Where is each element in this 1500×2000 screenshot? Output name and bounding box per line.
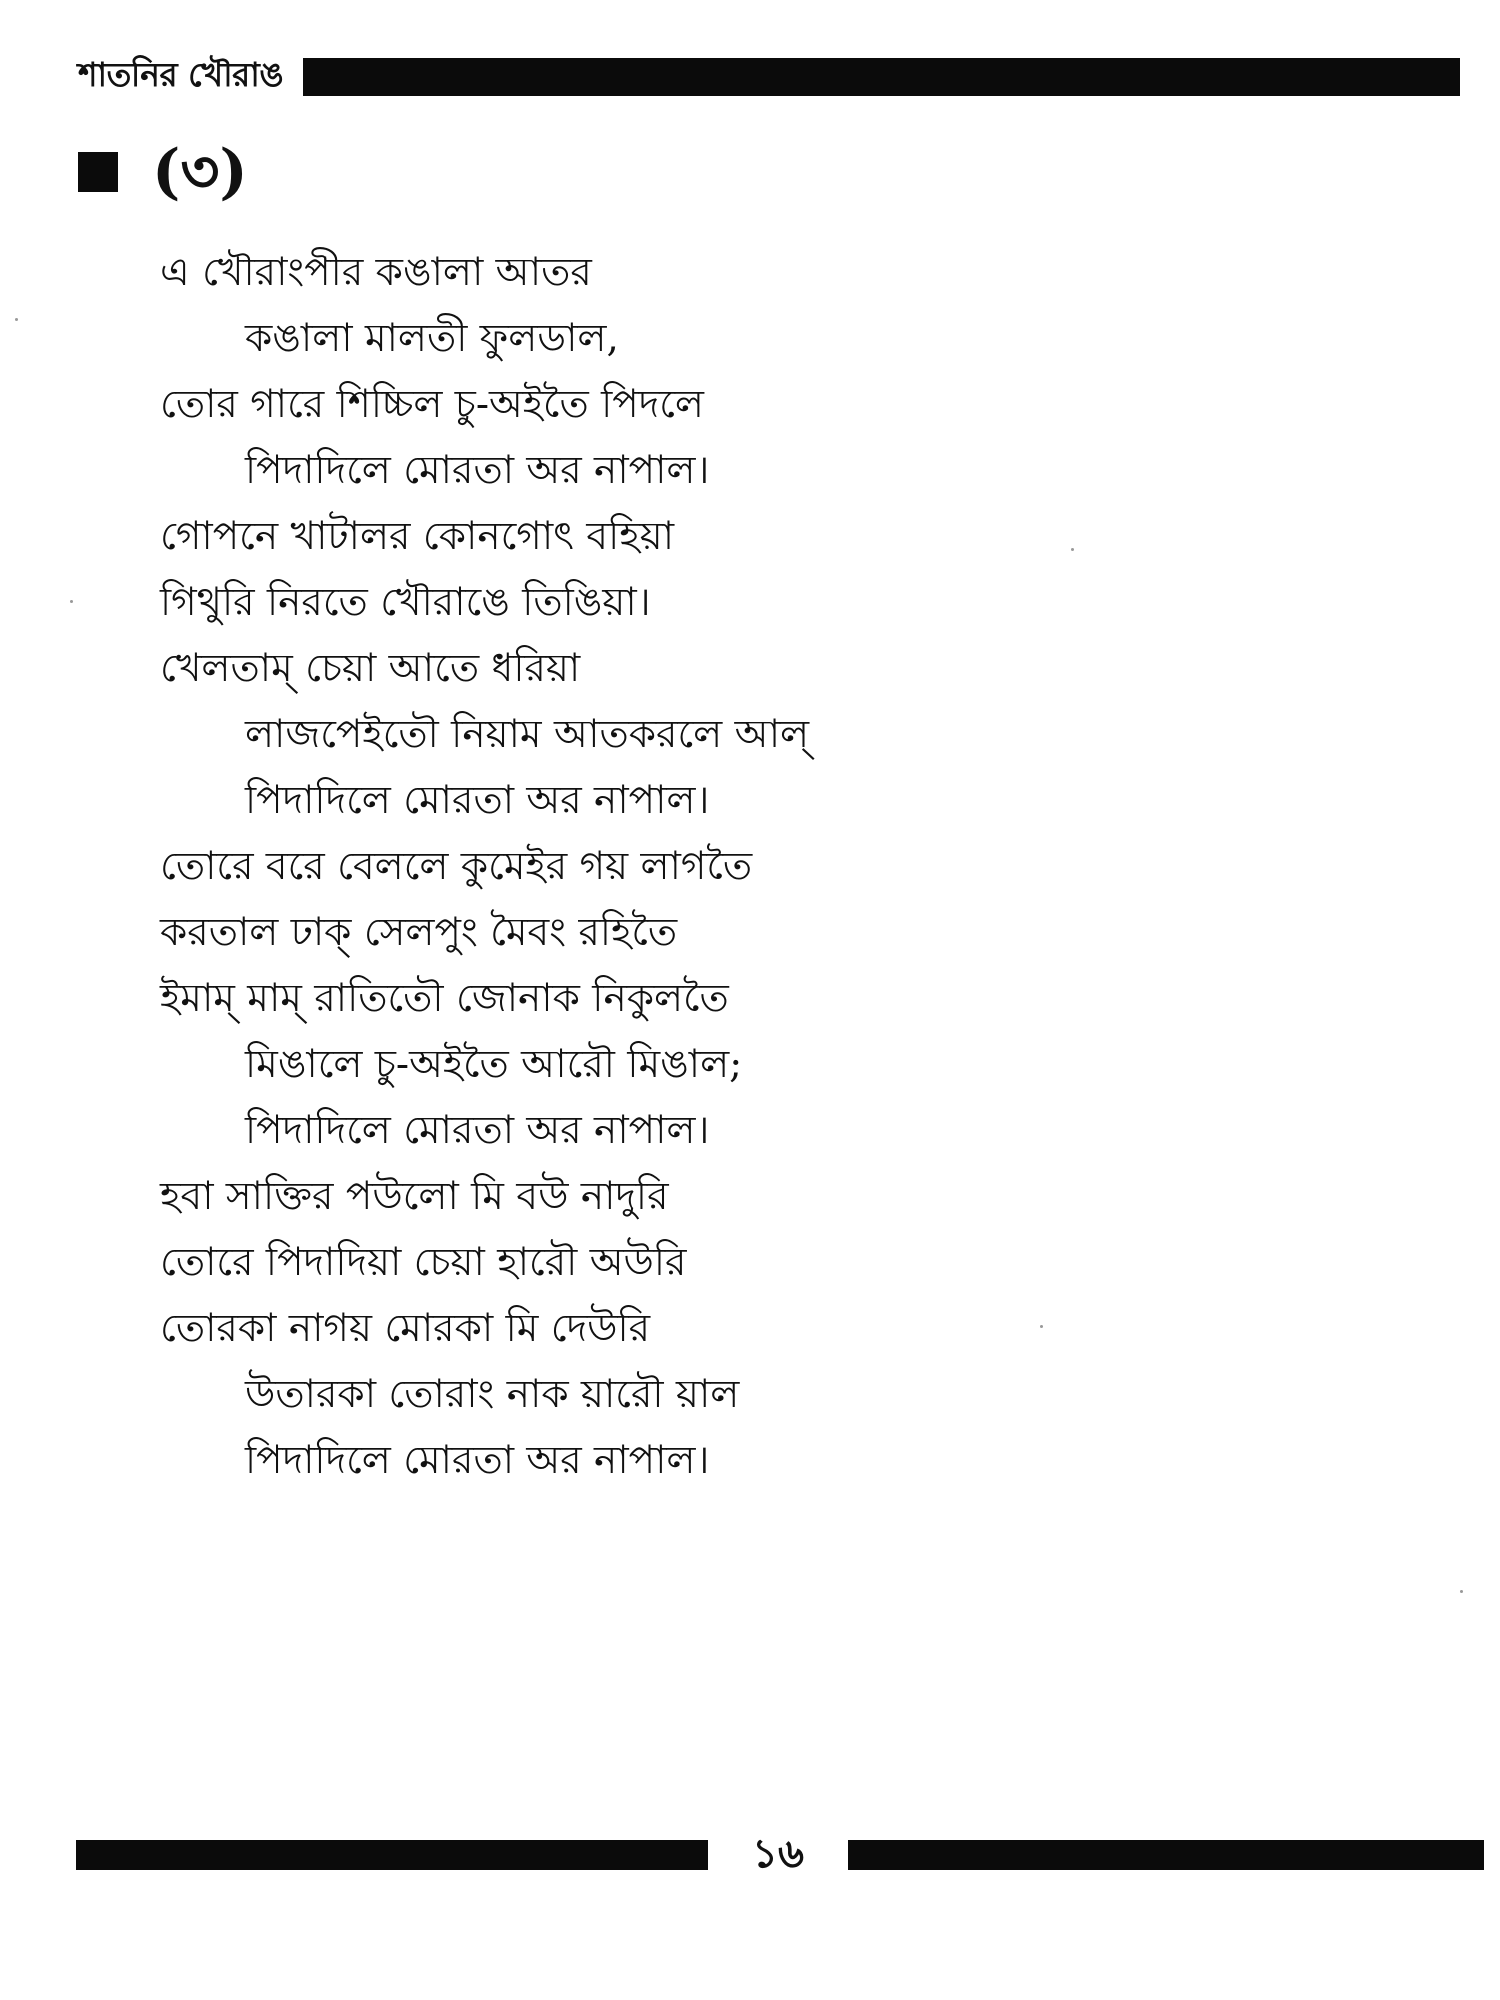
scan-speck: [1071, 548, 1074, 551]
poem-line: উতারকা তোরাং নাক য়ারৌ য়াল: [245, 1372, 740, 1417]
square-bullet-icon: [78, 152, 118, 192]
poem-line: ইমাম্ মাম্ রাতিতৌ জোনাক নিকুলতৈ: [160, 976, 729, 1021]
poem-line: মিঙালে চু-অইতৈ আরৌ মিঙাল;: [245, 1042, 743, 1087]
footer-rule-right: [848, 1840, 1484, 1870]
poem-line: পিদাদিলে মোরতা অর নাপাল।: [245, 448, 710, 493]
poem-line: কঙালা মালতী ফুলডাল,: [245, 316, 619, 361]
page-number: ১৬: [752, 1830, 804, 1877]
poem-line: পিদাদিলে মোরতা অর নাপাল।: [245, 778, 710, 823]
poem-line: পিদাদিলে মোরতা অর নাপাল।: [245, 1108, 710, 1153]
poem-body: [160, 240, 1260, 1494]
scan-speck: [1460, 1590, 1463, 1593]
poem-line: খেলতাম্ চেয়া আতে ধরিয়া: [160, 646, 581, 691]
poem-line: এ খৌরাংপীর কঙালা আতর: [160, 250, 592, 295]
poem-line: গিথুরি নিরতে খৌরাঙে তিঙিয়া।: [160, 580, 651, 625]
poem-line: হবা সাক্তির পউলো মি বউ নাদুরি: [160, 1174, 669, 1219]
page-header: [78, 52, 1460, 102]
scan-speck: [70, 600, 73, 603]
section-heading: [78, 132, 248, 212]
scan-speck: [1040, 1325, 1043, 1328]
poem-line: পিদাদিলে মোরতা অর নাপাল।: [245, 1438, 710, 1483]
page-footer: [76, 1830, 1484, 1880]
running-title: শাতনির খৌরাঙ: [78, 55, 284, 94]
section-number: (৩): [152, 137, 248, 207]
poem-line: গোপনে খাটালর কোনগোৎ বহিয়া: [160, 514, 675, 559]
poem-line: তোরে পিদাদিয়া চেয়া হারৌ অউরি: [160, 1240, 687, 1285]
poem-line: লাজপেইতৌ নিয়াম আতকরলে আল্: [245, 712, 810, 757]
poem-line: করতাল ঢাক্ সেলপুং মৈবং রহিতৈ: [160, 910, 678, 955]
poem-line: তোরে বরে বেললে কুমেইর গয় লাগতৈ: [160, 844, 753, 889]
poem-line: তোরকা নাগয় মোরকা মি দেউরি: [160, 1306, 651, 1351]
footer-rule-left: [76, 1840, 708, 1870]
scan-speck: [15, 318, 18, 321]
header-rule-bar: [303, 58, 1460, 96]
poem-line: তোর গারে শিচ্চিল চু-অইতৈ পিদলে: [160, 382, 704, 427]
